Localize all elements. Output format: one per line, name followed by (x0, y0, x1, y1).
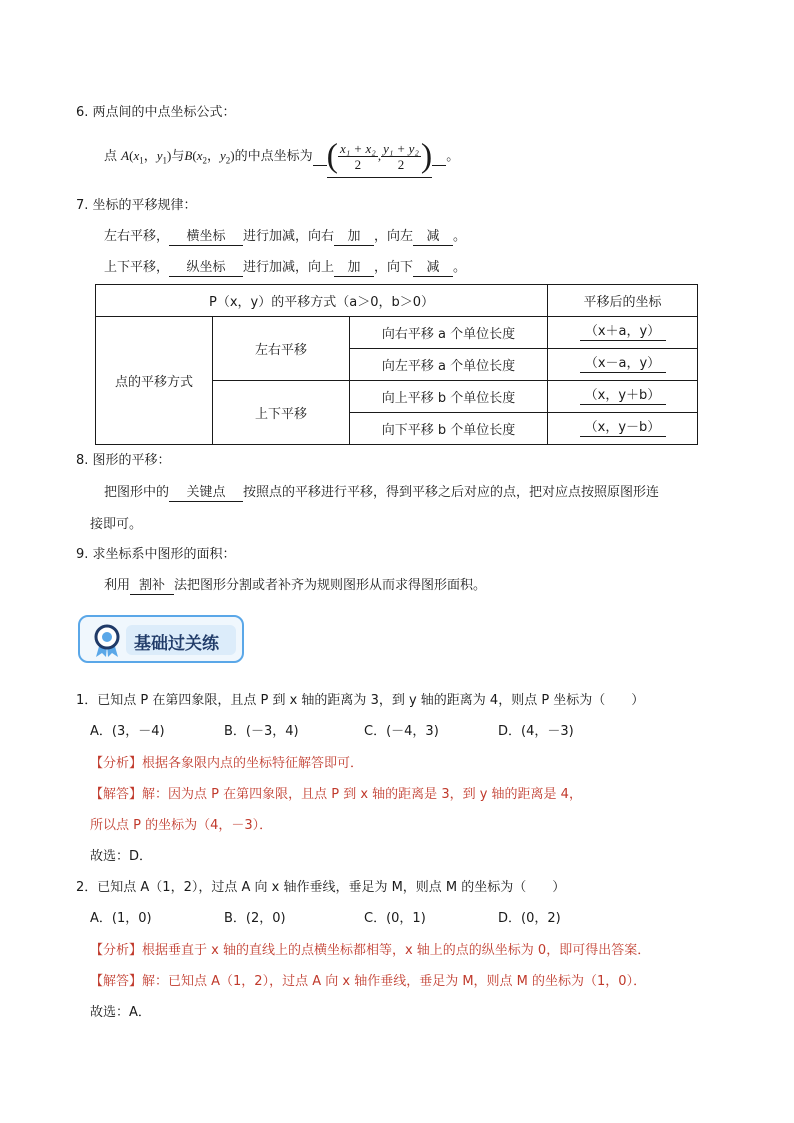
ud-up-answer: 加 (334, 260, 374, 277)
table-header-left: P（x，y）的平移方式（a＞0，b＞0） (96, 285, 548, 317)
ud-mid: 进行加减，向上 (243, 260, 335, 275)
q1-option-d: D．(4，－3) (498, 724, 574, 739)
table-header-row (96, 285, 698, 317)
midpoint-text: 的中点坐标为 (234, 149, 313, 164)
q1-choice: 故选：D． (90, 849, 153, 864)
q2-analysis (90, 942, 650, 960)
row-desc: 向右平移 a 个单位长度 (350, 317, 548, 349)
section-8-line1 (104, 484, 659, 502)
formula-point-label: 点 (104, 149, 118, 164)
q2-option-a: A．(1，0) (90, 911, 152, 926)
midpoint-answer: ( $\frac{\text{x₁ + x₂}}{2}$ , $\frac{\text{y₁ + y₂}}{2}$ ) (327, 136, 433, 178)
ud-end: 。 (453, 260, 467, 275)
answer-tag: 【解答】 (90, 974, 143, 989)
analysis-text: 根据各象限内点的坐标特征解答即可． (142, 756, 364, 771)
y1-var: y (156, 148, 163, 163)
and-text: 与 (171, 149, 185, 164)
analysis-tag: 【分析】 (90, 943, 143, 958)
fraction-x-numerator: x₁ + x₂ (339, 141, 376, 156)
row-desc: 向下平移 b 个单位长度 (350, 413, 548, 445)
answer-text: 解：已知点 A（1，2），过点 A 向 x 轴作垂线，垂足为 M，则点 M 的坐标为（1，0）． (142, 974, 647, 989)
section-badge (78, 615, 244, 663)
q1-stem: 1．已知点 P 在第四象限，且点 P 到 x 轴的距离为 3，到 y 轴的距离为 4，则点 P 坐标为（ ） (76, 693, 645, 708)
key-point-answer: 关键点 (169, 485, 243, 502)
ud-prefix: 上下平移， (104, 260, 170, 275)
section-8-line2: 接即可。 (90, 517, 143, 532)
coord-answer: （x，y－b） (580, 420, 666, 437)
q1-answer (90, 786, 582, 804)
section-8-title: 8. 图形的平移： (76, 453, 171, 468)
answer-text: 解：因为点 P 在第四象限，且点 P 到 x 轴的距离是 3，到 y 轴的距离是 4， (142, 787, 582, 802)
medal-icon (90, 623, 124, 659)
section-7-title: 7. 坐标的平移规律： (76, 198, 197, 213)
sec8-rest: 按照点的平移进行平移，得到平移之后对应的点，把对应点按照原图形连 (243, 485, 660, 500)
q2-answer (90, 973, 646, 991)
translation-table (95, 284, 698, 445)
row-coord (548, 413, 698, 445)
coord-answer: （x＋a，y） (580, 324, 666, 341)
fraction-y-numerator: y₁ + y₂ (383, 141, 419, 156)
lr-right-answer: 加 (334, 229, 374, 246)
fraction-x (338, 141, 378, 172)
lr-blank-answer: 横坐标 (169, 229, 243, 246)
row-coord (548, 349, 698, 381)
row-coord (548, 381, 698, 413)
sec9-rest: 法把图形分割或者补齐为规则图形从而求得图形面积。 (174, 578, 487, 593)
paren-open: ( (129, 148, 134, 163)
analysis-tag: 【分析】 (90, 756, 143, 771)
fraction-y (381, 141, 421, 172)
ud-blank-answer: 纵坐标 (169, 260, 243, 277)
lr-prefix: 左右平移， (104, 229, 170, 244)
point-a-label: A (121, 148, 130, 163)
section-9-title: 9. 求坐标系中图形的面积： (76, 547, 236, 562)
badge-label: 基础过关练 (134, 634, 219, 654)
sec9-prefix: 利用 (104, 578, 131, 593)
table-row (96, 317, 698, 349)
comma: ， (143, 149, 157, 164)
analysis-text: 根据垂直于 x 轴的直线上的点横坐标都相等，x 轴上的点的纵坐标为 0，即可得出答案． (142, 943, 651, 958)
lr-rule (104, 228, 466, 246)
section-9-line (104, 577, 486, 595)
coord-answer: （x－a，y） (580, 356, 666, 373)
comma-b: ， (206, 149, 220, 164)
answer-tag: 【解答】 (90, 787, 143, 802)
blank-pad-left (313, 149, 327, 166)
q2-stem: 2．已知点 A（1，2），过点 A 向 x 轴作垂线，垂足为 M，则点 M 的坐标为（ ） (76, 880, 566, 895)
lr-group-label: 左右平移 (213, 317, 350, 381)
paren-close-b: ) (230, 148, 235, 163)
lr-left-answer: 减 (413, 229, 453, 246)
x1-var: x (133, 148, 140, 163)
row-coord (548, 317, 698, 349)
fraction-x-denominator: 2 (354, 157, 362, 172)
lr-mid2: ，向左 (374, 229, 414, 244)
ud-rule (104, 259, 466, 277)
table-header-right: 平移后的坐标 (548, 285, 698, 317)
cut-fill-answer: 割补 (130, 578, 174, 595)
section-6-title: 6. 两点间的中点坐标公式： (76, 105, 236, 120)
q1-option-c: C．(－4，3) (364, 724, 439, 739)
paren-close: ) (167, 148, 172, 163)
row-desc: 向上平移 b 个单位长度 (350, 381, 548, 413)
coord-answer: （x，y＋b） (580, 388, 666, 405)
q1-answer-2: 所以点 P 的坐标为（4，－3）． (90, 818, 273, 833)
ud-down-answer: 减 (413, 260, 453, 277)
row-desc: 向左平移 a 个单位长度 (350, 349, 548, 381)
lr-end: 。 (453, 229, 467, 244)
paren-open-b: ( (192, 148, 197, 163)
q1-analysis (90, 755, 363, 773)
y2-var: y (219, 148, 226, 163)
ud-mid2: ，向下 (374, 260, 414, 275)
q2-option-b: B．(2，0) (224, 911, 286, 926)
x2-var: x (196, 148, 203, 163)
midpoint-formula: 点 $A(x_1$，$y_1$)与$B(x_2$，$y_2$)的中点坐标为 ( $\frac{\text{x₁ + x₂}}{2}$ , $\frac{\text{y₁ + y₂}}{2}$ ) 。 (104, 136, 459, 181)
q1-option-b: B．(－3，4) (224, 724, 299, 739)
q1-option-a: A．(3，－4) (90, 724, 165, 739)
q2-option-c: C．(0，1) (364, 911, 426, 926)
lr-mid: 进行加减，向右 (243, 229, 335, 244)
point-b-label: B (184, 148, 193, 163)
fraction-y-denominator: 2 (397, 157, 405, 172)
period: 。 (446, 149, 460, 164)
q2-option-d: D．(0，2) (498, 911, 561, 926)
sec8-prefix: 把图形中的 (104, 485, 170, 500)
q2-choice: 故选：A． (90, 1005, 151, 1020)
blank-pad-right (432, 149, 446, 166)
ud-group-label: 上下平移 (213, 381, 350, 445)
row-group-label: 点的平移方式 (96, 317, 213, 445)
